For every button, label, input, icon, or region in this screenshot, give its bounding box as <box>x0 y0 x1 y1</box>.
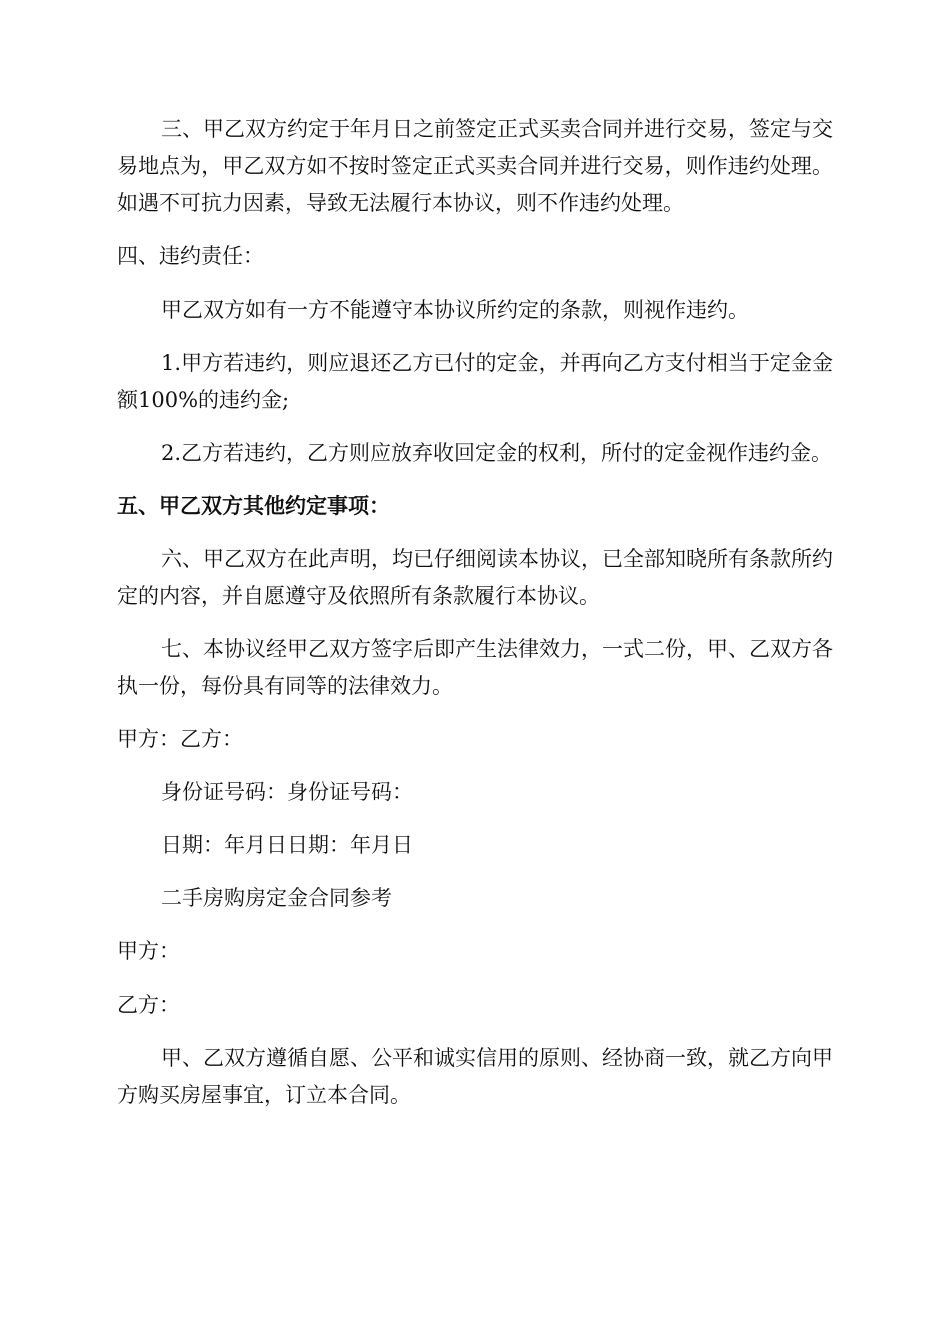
document-body <box>117 111 833 1114</box>
signature-dates: 日期：年月日日期：年月日 <box>161 833 413 857</box>
clause-six: 六、甲乙双方在此声明，均已仔细阅读本协议，已全部知晓所有条款所约定的内容，并自愿遵守及依照所有条款履行本协议。 <box>117 547 833 608</box>
contract-preamble: 甲、乙双方遵循自愿、公平和诚实信用的原则、经协商一致，就乙方向甲方购买房屋事宜，订立本合同。 <box>117 1046 833 1107</box>
second-contract-title: 二手房购房定金合同参考 <box>161 886 392 910</box>
breach-party-a: 1.甲方若违约，则应退还乙方已付的定金，并再向乙方支付相当于定金金额100%的违约金; <box>117 351 833 412</box>
clause-three: 三、甲乙双方约定于年月日之前签定正式买卖合同并进行交易，签定与交易地点为，甲乙双方如不按时签定正式买卖合同并进行交易，则作违约处理。如遇不可抗力因素，导致无法履行本协议，则不作违约处理。 <box>117 117 833 215</box>
clause-seven: 七、本协议经甲乙双方签字后即产生法律效力，一式二份，甲、乙双方各执一份，每份具有同等的法律效力。 <box>117 637 833 698</box>
breach-definition: 甲乙双方如有一方不能遵守本协议所约定的条款，则视作违约。 <box>161 298 749 322</box>
clause-five-heading: 五、甲乙双方其他约定事项： <box>117 494 390 518</box>
party-b-label: 乙方： <box>117 993 180 1017</box>
signature-parties: 甲方：乙方： <box>117 727 243 751</box>
party-a-label: 甲方： <box>117 939 180 963</box>
signature-id-numbers: 身份证号码：身份证号码： <box>161 780 413 804</box>
clause-four-heading: 四、违约责任： <box>117 244 264 268</box>
breach-party-b: 2.乙方若违约，乙方则应放弃收回定金的权利，所付的定金视作违约金。 <box>161 441 833 465</box>
